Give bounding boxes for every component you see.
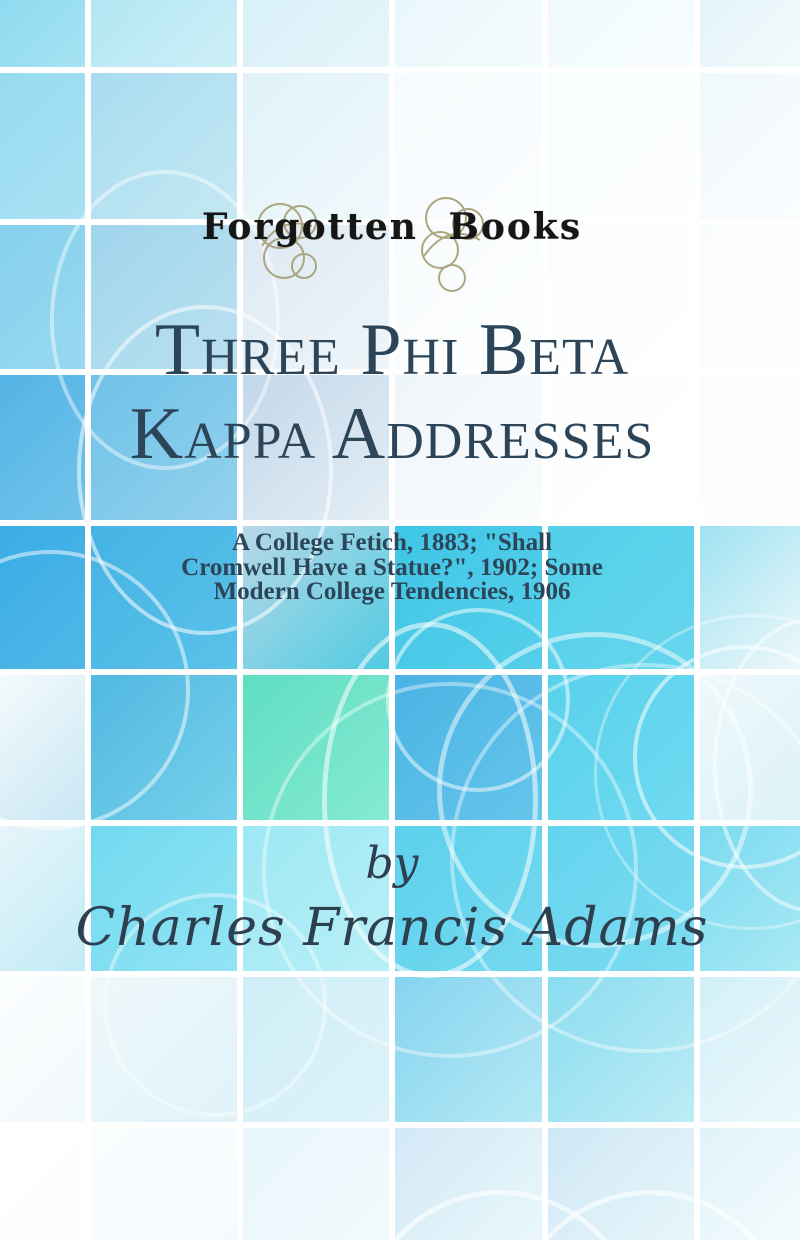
background-cell	[548, 977, 694, 1122]
subtitle-line: Modern College Tendencies, 1906	[213, 578, 571, 605]
background-cell	[700, 0, 800, 67]
background-cell	[548, 0, 694, 67]
background-cell	[395, 1128, 542, 1240]
background-cell	[700, 675, 800, 820]
background-cell	[243, 977, 389, 1122]
book-title	[0, 308, 784, 476]
background-cell	[700, 73, 800, 219]
book-subtitle	[0, 531, 784, 605]
background-cell	[0, 977, 85, 1122]
publisher-logo-text: Forgotten Books	[201, 206, 583, 248]
background-cell	[91, 0, 237, 67]
background-cell	[700, 1128, 800, 1240]
publisher-logo	[0, 206, 784, 248]
background-cell	[243, 675, 389, 820]
subtitle-line: A College Fetich, 1883; "Shall	[231, 529, 553, 556]
background-cell	[91, 977, 237, 1122]
background-cell	[0, 675, 85, 820]
background-cell	[395, 675, 542, 820]
background-cell	[0, 73, 85, 219]
background-cell	[0, 1128, 85, 1240]
byline-prefix: by	[365, 838, 419, 889]
background-cell	[243, 1128, 389, 1240]
background-cell	[548, 73, 694, 219]
background-cell	[548, 1128, 694, 1240]
subtitle-line: Cromwell Have a Statue?", 1902; Some	[181, 553, 603, 581]
background-cell	[243, 0, 389, 67]
background-cell	[700, 977, 800, 1122]
background-cell	[91, 73, 237, 219]
title-line: Kappa Addresses	[129, 393, 655, 475]
background-cell	[395, 977, 542, 1122]
background-cell	[395, 0, 542, 67]
background-cell	[91, 1128, 237, 1240]
background-cell	[91, 675, 237, 820]
author-name: Charles Francis Adams	[75, 898, 709, 958]
background-cell	[0, 0, 85, 67]
title-line: Three Phi Beta	[154, 309, 630, 391]
background-cell	[548, 675, 694, 820]
